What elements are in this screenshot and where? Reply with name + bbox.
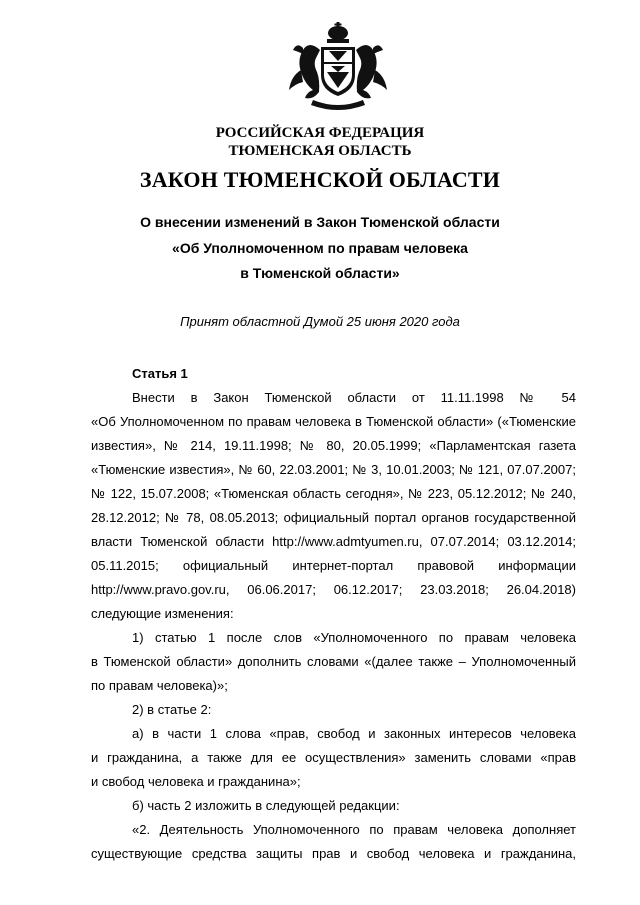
subject-line-2: «Об Уполномоченном по правам человека [172,240,468,256]
body-line: а) в части 1 слова «прав, свобод и законных интересов человека [132,726,576,741]
body-line: http://www.pravo.gov.ru, 06.06.2017; 06.12.2017; 23.03.2018; 26.04.2018) [91,582,576,597]
body-line: б) часть 2 изложить в следующей редакции: [132,798,400,813]
subject-line-3: в Тюменской области» [240,265,400,281]
adoption-note: Принят областной Думой 25 июня 2020 года [180,314,460,329]
subject-line-1: О внесении изменений в Закон Тюменской области [140,214,500,230]
law-title: ЗАКОН ТЮМЕНСКОЙ ОБЛАСТИ [139,167,501,192]
body-line: и свобод человека и гражданина»; [91,774,301,789]
body-line: существующие средства защиты прав и свобод человека и гражданина, [91,846,576,861]
body-line: власти Тюменской области http://www.admtyumen.ru, 07.07.2014; 03.12.2014; [91,534,576,549]
region-heading: ТЮМЕНСКАЯ ОБЛАСТЬ [228,143,412,159]
body-line: 05.11.2015; официальный интернет-портал правовой информации [91,558,576,573]
coat-of-arms-emblem [283,20,393,115]
body-line: следующие изменения: [91,606,234,621]
body-line: «Об Уполномоченном по правам человека в Тюменской области» («Тюменские [91,414,576,429]
body-line: «Тюменские известия», № 60, 22.03.2001; № 3, 10.01.2003; № 121, 07.07.2007; [91,462,576,477]
body-line: и гражданина, а также для ее осуществления» заменить словами «прав [91,750,576,765]
body-line: Внести в Закон Тюменской области от 11.11.1998 № 54 [132,390,576,405]
country-heading: РОССИЙСКАЯ ФЕДЕРАЦИЯ [215,125,425,141]
body-line: № 122, 15.07.2008; «Тюменская область сегодня», № 223, 05.12.2012; № 240, [91,486,576,501]
body-line: в Тюменской области» дополнить словами «(далее также – Уполномоченный [91,654,576,669]
body-line: по правам человека)»; [91,678,228,693]
body-line: 2) в статье 2: [132,702,212,717]
body-line: 1) статью 1 после слов «Уполномоченного по правам человека [132,630,576,645]
body-line: 28.12.2012; № 78, 08.05.2013; официальный портал органов государственной [91,510,576,525]
body-line: известия», № 214, 19.11.1998; № 80, 20.05.1999; «Парламентская газета [91,438,576,453]
body-line: «2. Деятельность Уполномоченного по правам человека дополняет [132,822,576,837]
article-title: Статья 1 [132,366,188,381]
